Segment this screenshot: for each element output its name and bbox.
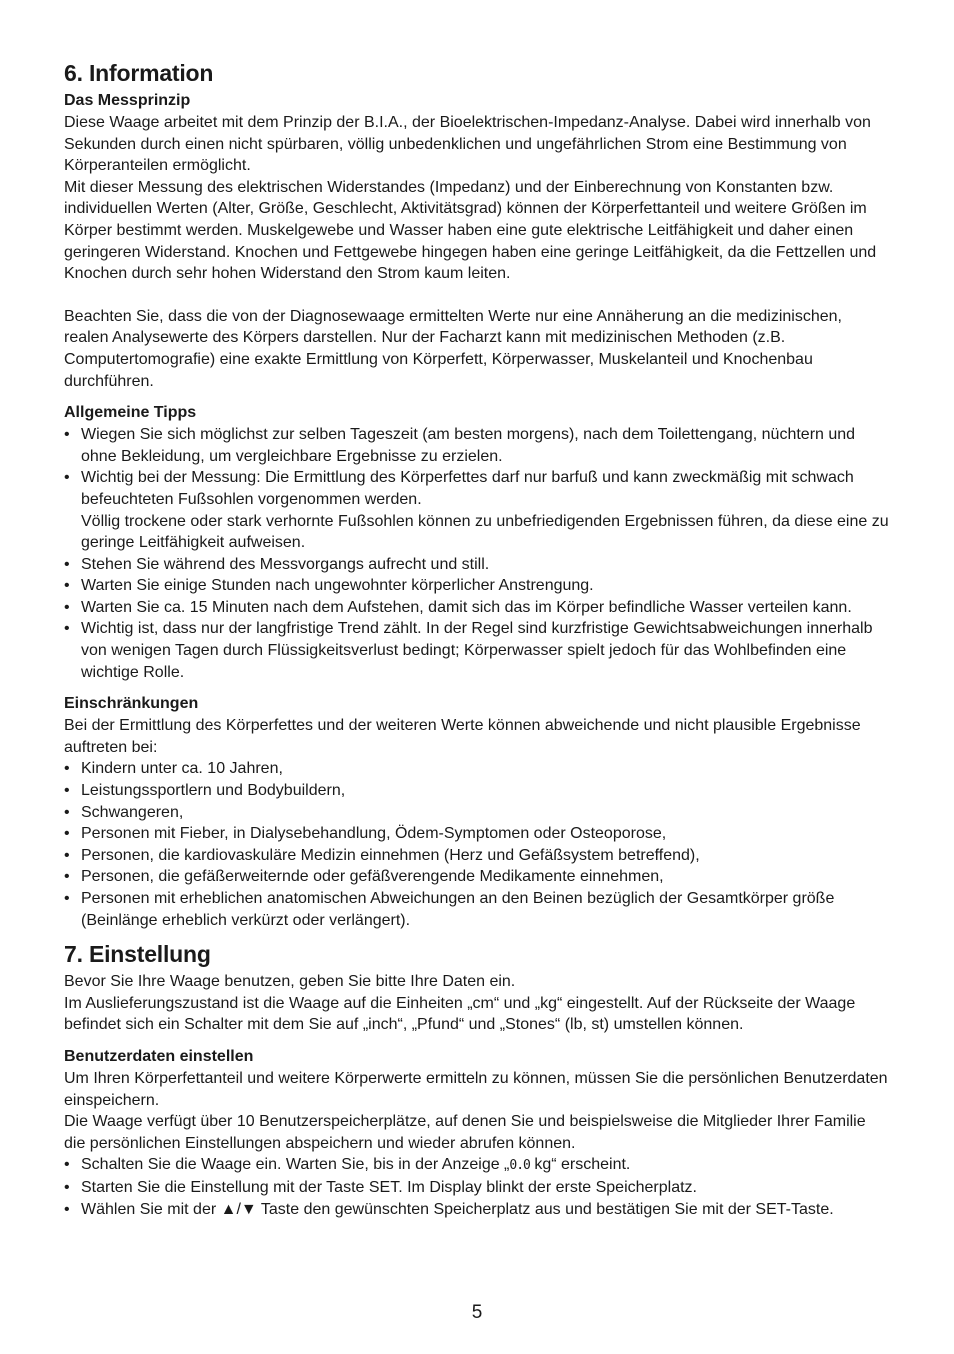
list-item: • Personen mit Fieber, in Dialysebehandlung, Ödem-Symptomen oder Osteoporose, xyxy=(64,823,890,845)
einschraenkungen-heading: Einschränkungen xyxy=(64,695,199,713)
list-item: • Kindern unter ca. 10 Jahren, xyxy=(64,758,890,780)
tipp-text: Völlig trockene oder stark verhornte Fußsohlen können zu unbefriedigenden Ergebnissen führen, da diese eine zu geringe Leitfähigkeit aufweisen. xyxy=(81,512,889,552)
list-item: • Leistungssportlern und Bodybuildern, xyxy=(64,780,890,802)
messprinzip-heading: Das Messprinzip xyxy=(64,92,191,109)
list-item: • Starten Sie die Einstellung mit der Taste SET. Im Display blinkt der erste Speicherplatz. xyxy=(64,1177,890,1199)
benutzerdaten-heading: Benutzerdaten einstellen xyxy=(64,1047,254,1065)
display-readout: 0.0 xyxy=(509,1158,530,1174)
messprinzip-paragraph-3: Beachten Sie, dass die von der Diagnosewaage ermittelten Werte nur eine Annäherung an die medizinischen, realen Analysewerte des Körpers darstellen. Nur der Facharzt kann mit medizinischen Methoden (z.B. Computertomografie) eine exakte Ermittlung von Körperfett, Körperwasser, Muskelanteil und Knochenbau durchführen. xyxy=(64,307,842,390)
page-number: 5 xyxy=(471,1302,483,1323)
list-item: • Warten Sie einige Stunden nach ungewohnter körperlicher Anstrengung. xyxy=(64,575,890,597)
tipps-heading: Allgemeine Tipps xyxy=(64,404,197,422)
list-item: • Personen, die gefäßerweiternde oder gefäßverengende Medikamente einnehmen, xyxy=(64,866,890,888)
list-item: • Wählen Sie mit der ▲/▼ Taste den gewünschten Speicherplatz aus und bestätigen Sie mit der SET-Taste. xyxy=(64,1199,890,1221)
list-item: • Personen, die kardiovaskuläre Medizin einnehmen (Herz und Gefäßsystem betreffend), xyxy=(64,845,890,867)
section-6-title: 6. Information xyxy=(64,60,214,86)
list-item xyxy=(64,1154,890,1177)
benutzerdaten-steps xyxy=(64,1154,890,1220)
einstellung-intro-2: Im Auslieferungszustand ist die Waage auf die Einheiten „cm“ und „kg“ eingestellt. Auf der Rückseite der Waage befindet sich ein Schalter mit dem Sie auf „inch“, „Pfund“ und „Stones“ (lb, st) umstellen können. xyxy=(64,994,856,1034)
einstellung-intro-1: Bevor Sie Ihre Waage benutzen, geben Sie bitte Ihre Daten ein. xyxy=(64,973,516,991)
einschraenkungen-list xyxy=(64,758,890,931)
einschraenkungen-intro: Bei der Ermittlung des Körperfettes und der weiteren Werte können abweichende und nicht plausible Ergebnisse auftreten bei: xyxy=(64,717,861,756)
messprinzip-paragraph-2: Mit dieser Messung des elektrischen Widerstandes (Impedanz) und der Einberechnung von Konstanten bzw. individuellen Werten (Alter, Größe, Geschlecht, Aktivitätsgrad) können der Körperfettanteil und weitere Größen im Körper bestimmt werden. Muskelgewebe und Wasser haben eine gute elektrische Leitfähigkeit und daher einen geringeren Widerstand. Knochen und Fettgewebe hingegen haben eine geringe Leitfähigkeit, da die Fettzellen und Knochen durch sehr hohen Widerstand den Strom kaum leiten. xyxy=(64,178,877,283)
list-item: • Warten Sie ca. 15 Minuten nach dem Aufstehen, damit sich das im Körper befindliche Wasser verteilen kann. xyxy=(64,597,890,619)
benutzerdaten-paragraph-2: Die Waage verfügt über 10 Benutzerspeicherplätze, auf denen Sie und beispielsweise die Mitglieder Ihrer Familie die persönlichen Einstellungen abspeichern und wieder abrufen können. xyxy=(64,1113,866,1152)
tipp-text: Wichtig bei der Messung: Die Ermittlung des Körperfettes darf nur barfuß und kann zweckmäßig mit schwach befeuchteten Fußsohlen vorgenommen werden. xyxy=(81,469,854,508)
list-item: • Wiegen Sie sich möglichst zur selben Tageszeit (am besten morgens), nach dem Toilettengang, nüchtern und ohne Bekleidung, um vergleichbare Ergebnisse zu erzielen. xyxy=(64,424,890,467)
tipps-list xyxy=(64,424,890,683)
document-page xyxy=(64,58,890,1220)
section-7-title: 7. Einstellung xyxy=(64,941,211,968)
list-item xyxy=(64,467,890,553)
list-item: • Wichtig ist, dass nur der langfristige Trend zählt. In der Regel sind kurzfristige Gewichtsabweichungen innerhalb von wenigen Tagen durch Flüssigkeitsverlust bedingt; Körperwasser spielt jedoch für das Wohlbefinden eine wichtige Rolle. xyxy=(64,618,890,683)
step-text: Schalten Sie die Waage ein. Warten Sie, bis in der Anzeige „ xyxy=(81,1156,510,1174)
messprinzip-paragraph-1: Diese Waage arbeitet mit dem Prinzip der B.I.A., der Bioelektrischen-Impedanz-Analyse. Dabei wird innerhalb von Sekunden durch einen nicht spürbaren, völlig unbedenklichen und ungefährlichen Strom eine Bestimmung von Körperanteilen ermöglicht. xyxy=(64,114,871,175)
list-item: • Stehen Sie während des Messvorgangs aufrecht und still. xyxy=(64,554,890,576)
list-item: • Schwangeren, xyxy=(64,802,890,824)
list-item: • Personen mit erheblichen anatomischen Abweichungen an den Beinen bezüglich der Gesamtkörper größe (Beinlänge erheblich verkürzt oder verlängert). xyxy=(64,888,890,931)
benutzerdaten-paragraph-1: Um Ihren Körperfettanteil und weitere Körperwerte ermitteln zu können, müssen Sie die persönlichen Benutzerdaten einspeichern. xyxy=(64,1069,888,1109)
step-text: kg“ erscheint. xyxy=(529,1156,631,1174)
